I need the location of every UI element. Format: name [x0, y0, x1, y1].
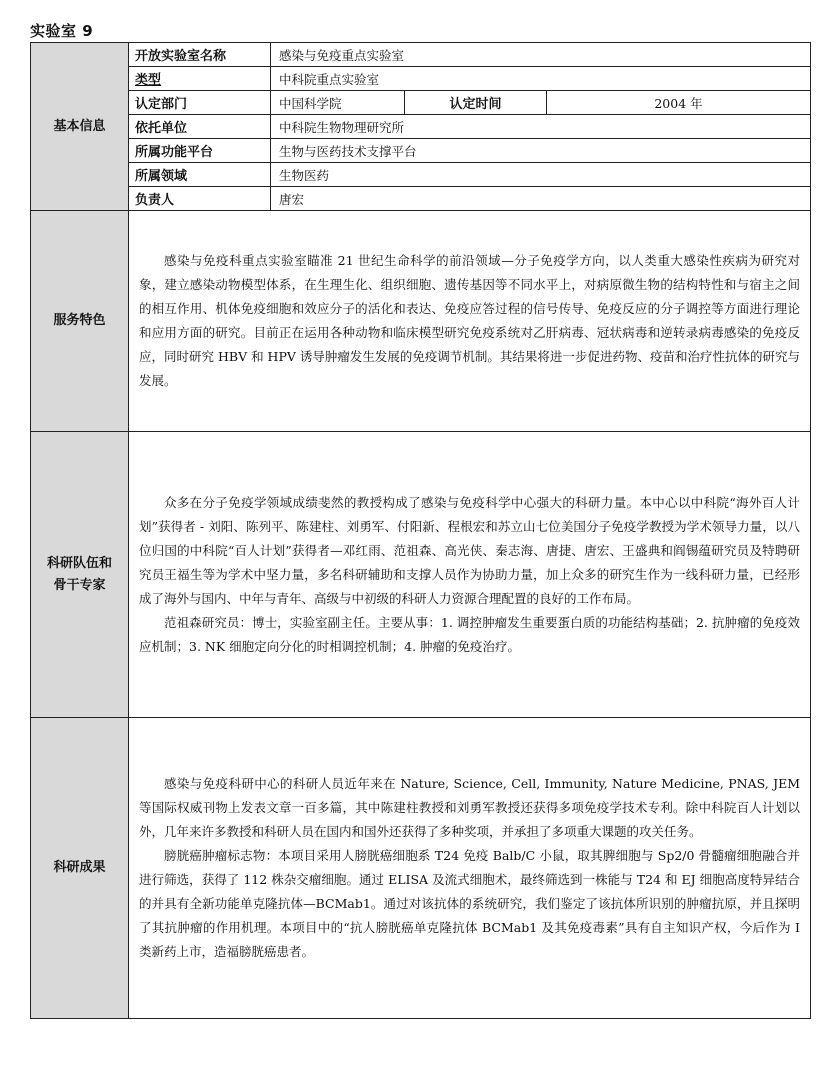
row-field — [31, 163, 811, 187]
row-host-unit — [31, 115, 811, 139]
section-results: 科研成果 — [31, 718, 129, 1019]
row-type — [31, 67, 811, 91]
row-platform — [31, 139, 811, 163]
value-leader: 唐宏 — [271, 187, 811, 211]
label-certified-time: 认定时间 — [405, 91, 547, 115]
section-team-line1: 科研队伍和 — [46, 555, 112, 571]
label-host-unit: 依托单位 — [129, 115, 271, 139]
label-type — [129, 67, 271, 91]
results-paragraph: 感染与免疫科研中心的科研人员近年来在 Nature, Science, Cell, Immunity, Nature Medicine, PNAS, JEM 等国际权威刊物上发表文章一百多篇，其中陈建柱教授和刘勇军教授还获得多项免疫学技术专利。除中科院百人计划以外，几年来许多教授和科研人员在国内和国外还获得了多种奖项，并承担了多项重大课题的攻关任务。 — [139, 776, 800, 839]
label-field: 所属领域 — [129, 163, 271, 187]
label-department: 认定部门 — [129, 91, 271, 115]
row-results — [31, 718, 811, 1019]
team-text — [129, 432, 811, 718]
row-lab-name — [31, 43, 811, 67]
section-team — [31, 432, 129, 718]
value-lab-name: 感染与免疫重点实验室 — [271, 43, 811, 67]
row-department — [31, 91, 811, 115]
value-type: 中科院重点实验室 — [271, 67, 811, 91]
row-leader — [31, 187, 811, 211]
section-basic-info: 基本信息 — [31, 43, 129, 211]
label-platform: 所属功能平台 — [129, 139, 271, 163]
row-service — [31, 211, 811, 432]
label-type-text: 类型 — [135, 73, 162, 88]
row-team — [31, 432, 811, 718]
lab-info-table — [30, 42, 811, 1019]
value-field: 生物医药 — [271, 163, 811, 187]
team-paragraph: 范祖森研究员：博士，实验室副主任。主要从事：1. 调控肿瘤发生重要蛋白质的功能结构基础；2. 抗肿瘤的免疫效应机制；3. NK 细胞定向分化的时相调控机制；4. 肿瘤的免疫治疗。 — [139, 614, 800, 654]
value-department: 中国科学院 — [271, 91, 405, 115]
value-platform: 生物与医药技术支撑平台 — [271, 139, 811, 163]
section-service: 服务特色 — [31, 211, 129, 432]
value-host-unit: 中科院生物物理研究所 — [271, 115, 811, 139]
section-team-line2: 骨干专家 — [53, 577, 106, 593]
results-paragraph: 膀胱癌肿瘤标志物：本项目采用人膀胱癌细胞系 T24 免疫 Balb/C 小鼠，取其脾细胞与 Sp2/0 骨髓瘤细胞融合并进行筛选，获得了 112 株杂交瘤细胞。通过 ELISA 及流式细胞术，最终筛选到一株能与 T24 和 EJ 细胞高度特异结合的并具有全新功能单克隆抗体—BCMab1。通过对该抗体的系统研究，我们鉴定了该抗体所识别的肿瘤抗原，并且探明了其抗肿瘤的作用机理。本项目中的“抗人膀胱癌单克隆抗体 BCMab1 及其免疫毒素”具有自主知识产权，今后作为 I 类新药上市，造福膀胱癌患者。 — [139, 848, 800, 959]
team-paragraph: 众多在分子免疫学领域成绩斐然的教授构成了感染与免疫科学中心强大的科研力量。本中心以中科院“海外百人计划”获得者 - 刘阳、陈列平、陈建柱、刘勇军、付阳新、程根宏和苏立山七位美国分子免疫学教授为学术领导力量，以八位归国的中科院“百人计划”获得者—邓红雨、范祖森、高光侠、秦志海、唐捷、唐宏、王盛典和阎锡蕴研究员及特聘研究员王福生等为学术中坚力量，多名科研辅助和支撑人员作为协助力量，加上众多的研究生作为一线科研力量，已经形成了海外与国内、中年与青年、高级与中初级的科研人力资源合理配置的良好的工作布局。 — [139, 494, 800, 606]
results-text — [129, 718, 811, 1019]
label-leader: 负责人 — [129, 187, 271, 211]
label-lab-name: 开放实验室名称 — [129, 43, 271, 67]
page-title: 实验室 9 — [30, 22, 94, 40]
value-certified-time: 2004 年 — [547, 91, 811, 115]
service-paragraph: 感染与免疫科重点实验室瞄准 21 世纪生命科学的前沿领域—分子免疫学方向，以人类重大感染性疾病为研究对象，建立感染动物模型体系，在生理生化、组织细胞、遗传基因等不同水平上，对病原微生物的结构特性和与宿主之间的相互作用、机体免疫细胞和效应分子的活化和表达、免疫应答过程的信号传导、免疫反应的分子调控等方面进行理论和应用方面的研究。目前正在运用各种动物和临床模型研究免疫系统对乙肝病毒、冠状病毒和逆转录病毒感染的免疫反应，同时研究 HBV 和 HPV 诱导肿瘤发生发展的免疫调节机制。其结果将进一步促进药物、疫苗和治疗性抗体的研究与发展。 — [139, 253, 800, 388]
service-text — [129, 211, 811, 432]
